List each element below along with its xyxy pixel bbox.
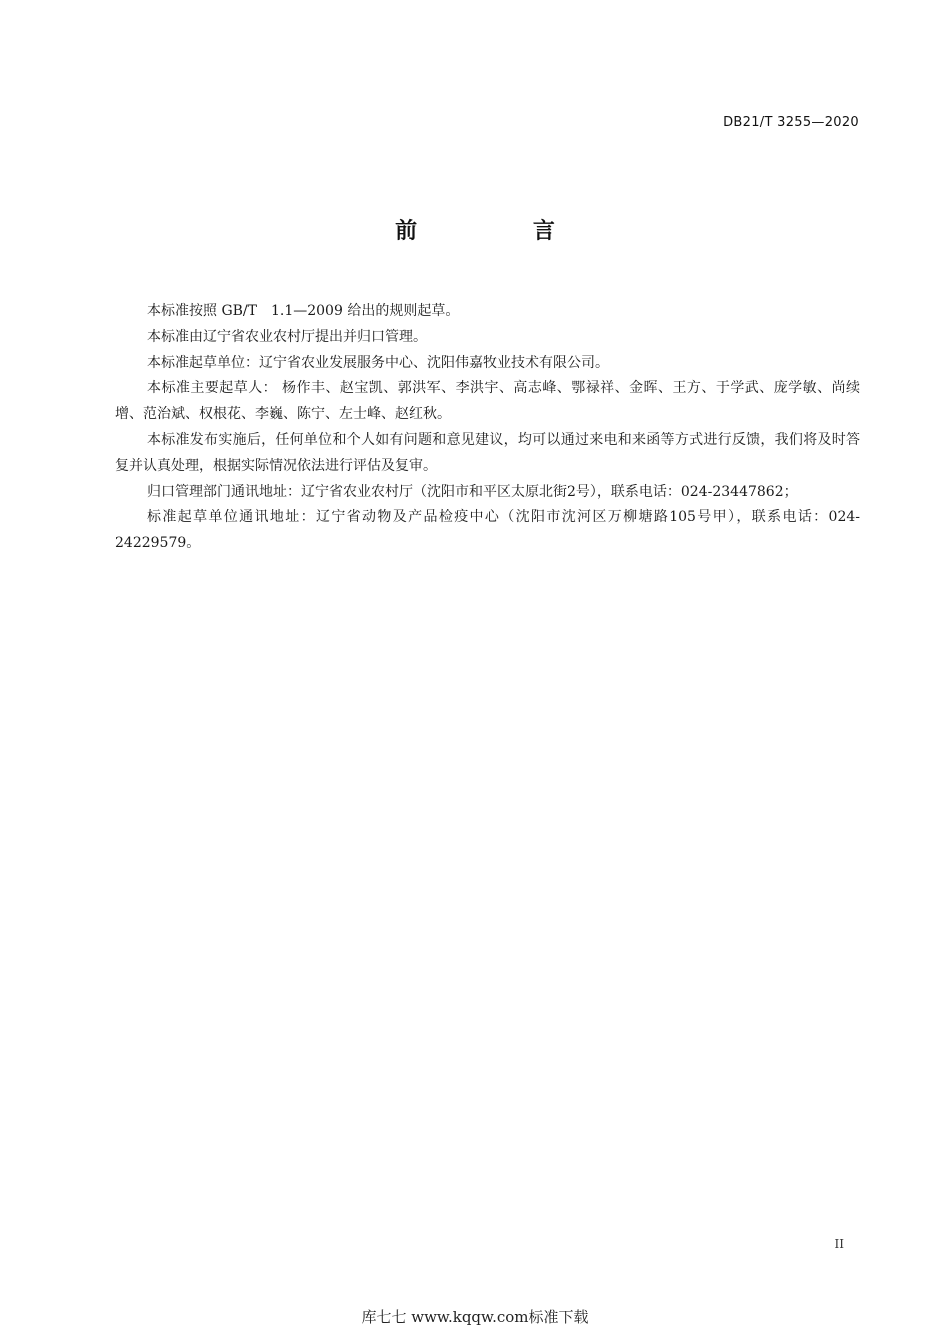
paragraph-management-address: 归口管理部门通讯地址：辽宁省农业农村厅（沈阳市和平区太原北街2号），联系电话：024-23447862； [147, 483, 798, 500]
paragraph-drafting-units: 本标准起草单位：辽宁省农业发展服务中心、沈阳伟嘉牧业技术有限公司。 [147, 354, 609, 371]
paragraph-drafting-unit-address: 标准起草单位通讯地址：辽宁省动物及产品检疫中心（沈阳市沈河区万柳塘路105号甲），联系电话：024-24229579。 [115, 509, 860, 552]
paragraph-drafters: 本标准主要起草人： 杨作丰、赵宝凯、郭洪军、李洪宇、高志峰、鄂禄祥、金晖、王方、于学武、庞学敏、尚续增、范治斌、权根花、李巍、陈宁、左士峰、赵红秋。 [115, 380, 860, 423]
page-number: II [834, 1237, 844, 1251]
paragraph-drafting-rules: 本标准按照 GB/T 1.1—2009 给出的规则起草。 [147, 303, 460, 319]
document-body [115, 299, 860, 557]
standard-code: DB21/T 3255—2020 [723, 115, 859, 130]
page-title: 前 言 [395, 219, 609, 244]
footer-watermark: 库七七 www.kqqw.com标准下载 [361, 1308, 589, 1326]
paragraph-feedback: 本标准发布实施后，任何单位和个人如有问题和意见建议，均可以通过来电和来函等方式进行反馈，我们将及时答复并认真处理，根据实际情况依法进行评估及复审。 [115, 431, 860, 474]
paragraph-proposer: 本标准由辽宁省农业农村厅提出并归口管理。 [147, 328, 427, 345]
